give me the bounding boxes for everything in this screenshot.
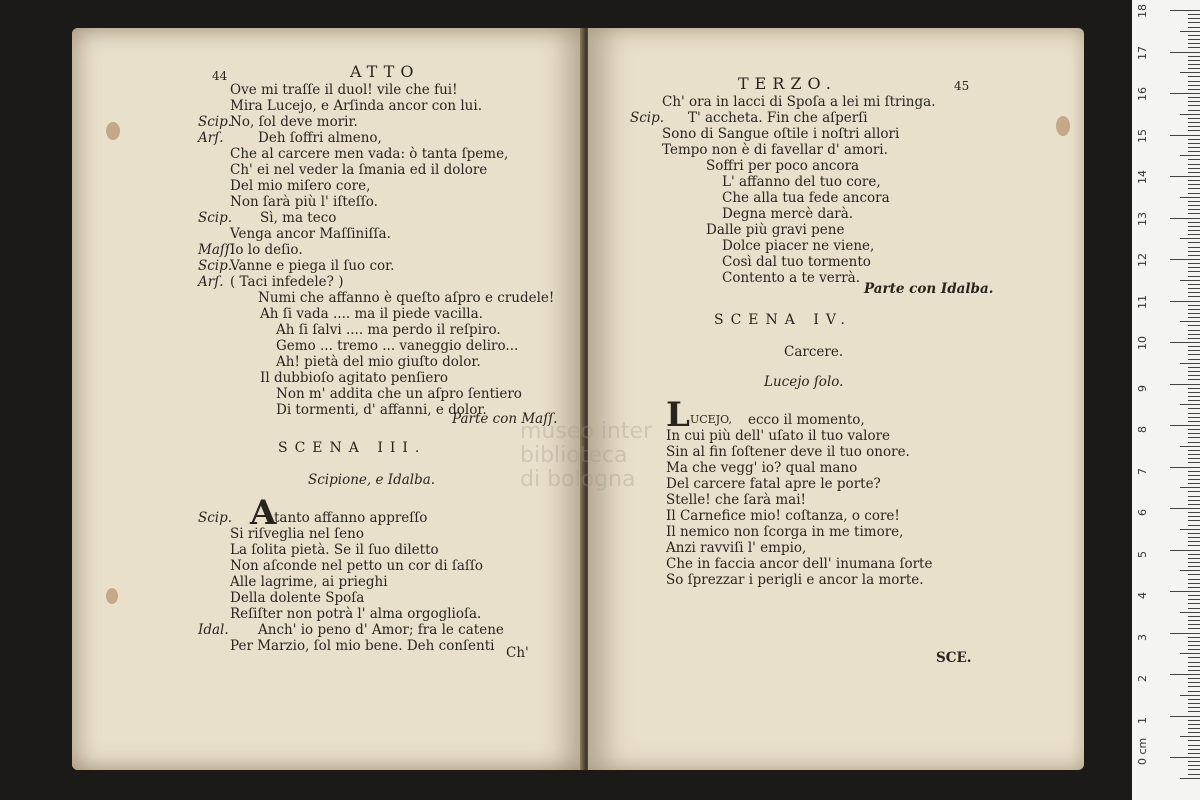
ruler-tick [1188,334,1200,335]
verse-line: Alle lagrime, ai prieghi [230,574,388,590]
ruler-tick [1188,707,1200,708]
speaker-label: Scip. [198,258,233,274]
verse-line: Sin al fin ſoſtener deve il tuo onore. [666,444,910,460]
ruler-tick [1188,595,1200,596]
ruler-tick [1188,774,1200,775]
ruler-tick [1188,500,1200,501]
verse-line: Così dal tuo tormento [722,254,871,270]
ruler-number: 18 [1136,4,1149,18]
ruler-number: 16 [1136,87,1149,101]
ruler-tick [1188,450,1200,451]
ruler-tick [1188,769,1200,770]
ruler-tick [1188,711,1200,712]
verse-line: Soffri per poco ancora [706,158,860,174]
verse-line: Il dubbioſo agitato penſiero [260,370,448,386]
verse-line: Contento a te verrà. [722,270,861,286]
ruler-tick [1188,101,1200,102]
verse-line: Ah ſi ſalvi .... ma perdo il reſpiro. [276,322,501,338]
ruler-tick [1170,467,1200,468]
ruler-tick [1188,657,1200,658]
catchword: SCE. [936,650,972,666]
ruler-tick [1188,201,1200,202]
ruler-tick [1188,421,1200,422]
ruler-tick [1188,346,1200,347]
verse-line: Che al carcere men vada: ò tanta ſpeme, [230,146,509,162]
ruler-tick [1188,284,1200,285]
open-book [72,20,1084,780]
ruler-tick [1188,379,1200,380]
ruler-tick [1188,172,1200,173]
ruler-tick [1188,483,1200,484]
stain [1056,116,1070,136]
ruler-tick [1170,52,1200,53]
ruler-tick [1180,446,1200,447]
ruler-number: 2 [1136,675,1149,682]
ruler-number: 15 [1136,128,1149,143]
verse-line: Non m' addita che un aſpro ſentiero [276,386,522,402]
ruler-tick [1188,330,1200,331]
ruler-tick [1170,425,1200,426]
ruler-tick [1188,645,1200,646]
exit-note: Parte con Idalba. [864,281,994,297]
ruler-tick [1188,678,1200,679]
ruler-tick [1180,363,1200,364]
verse-line: Reſiſter non potrà l' alma orgoglioſa. [230,606,482,622]
verse-line: Ah! pietà del mio giuſto dolor. [276,354,481,370]
ruler-tick [1170,301,1200,302]
ruler-tick [1188,60,1200,61]
ruler-tick [1188,558,1200,559]
ruler-tick [1188,749,1200,750]
ruler-tick [1188,350,1200,351]
ruler-tick [1180,280,1200,281]
ruler-tick [1170,259,1200,260]
ruler-tick [1180,612,1200,613]
ruler-tick [1188,525,1200,526]
ruler-tick [1180,487,1200,488]
ruler-number: 1 [1136,716,1149,724]
small-caps-word: UCEJO, [690,413,732,426]
ruler-tick [1170,93,1200,94]
ruler-tick [1188,537,1200,538]
ruler-number: 5 [1136,550,1149,558]
ruler-tick [1188,193,1200,194]
running-head: TERZO. [738,74,837,93]
verse-line: La ſolita pietà. Se il ſuo diletto [230,542,439,558]
scene-characters: Scipione, e Idalba. [308,472,436,488]
ruler-tick [1188,213,1200,214]
ruler-tick [1188,226,1200,227]
verse-line: Il nemico non ſcorga in me timore, [666,524,904,540]
ruler-number: 4 [1136,592,1149,599]
ruler-tick [1180,404,1200,405]
verse-line: Non aſconde nel petto un cor di ſaſſo [230,558,483,574]
ruler-tick [1188,309,1200,310]
ruler-number: 14 [1136,170,1149,184]
verse-line: Anzi ravviſi l' empio, [666,540,807,556]
ruler-tick [1170,384,1200,385]
ruler-tick [1188,118,1200,119]
drop-capital: A [250,493,277,533]
verse-line: So ſprezzar i perigli e ancor la morte. [666,572,924,588]
ruler-tick [1188,151,1200,152]
ruler-tick [1188,504,1200,505]
catchword: Ch' [506,645,529,661]
ruler-tick [1170,716,1200,717]
ruler-number: 0 cm [1136,737,1149,765]
verse-line: Ove mi traſſe il duol! vile che fui! [230,82,458,98]
watermark-line: museo inter [520,419,653,444]
ruler-tick [1180,72,1200,73]
ruler-tick [1188,728,1200,729]
ruler-tick [1188,396,1200,397]
verse-line: Gemo ... tremo ... vaneggio deliro... [276,338,519,354]
ruler-tick [1188,313,1200,314]
ruler-tick [1188,184,1200,185]
ruler-tick [1170,633,1200,634]
ruler-tick [1188,39,1200,40]
ruler-number: 10 [1136,336,1149,350]
verse-line: Numi che affanno è queſto aſpro e crudele! [258,290,555,306]
ruler-tick [1188,732,1200,733]
scene-characters: Lucejo ſolo. [764,374,844,390]
ruler-tick [1170,591,1200,592]
stain [106,588,118,604]
verse-line: Dolce piacer ne viene, [722,238,875,254]
ruler-tick [1188,64,1200,65]
ruler-tick [1188,89,1200,90]
measurement-ruler [1132,0,1200,800]
ruler-tick [1188,740,1200,741]
ruler-tick [1180,695,1200,696]
ruler-tick [1188,359,1200,360]
ruler-tick [1188,491,1200,492]
ruler-tick [1188,180,1200,181]
ruler-tick [1188,43,1200,44]
ruler-tick [1188,533,1200,534]
verse-line: Non ſarà più l' iſteſſo. [230,194,378,210]
verse-line: Sono di Sangue oſtile i noſtri allori [662,126,900,142]
ruler-number: 6 [1136,509,1149,516]
watermark-line: di bologna [520,467,636,492]
ruler-tick [1188,566,1200,567]
ruler-tick [1188,367,1200,368]
ruler-tick [1188,271,1200,272]
speaker-label: Arſ. [198,130,224,146]
ruler-tick [1188,703,1200,704]
ruler-tick [1188,288,1200,289]
ruler-tick [1188,649,1200,650]
ruler-tick [1188,375,1200,376]
ruler-tick [1188,168,1200,169]
ruler-tick [1188,267,1200,268]
ruler-tick [1188,105,1200,106]
ruler-tick [1188,222,1200,223]
exit-note: Parte con Maſſ. [452,411,558,427]
scene-setting: Carcere. [784,344,844,360]
ruler-tick [1188,159,1200,160]
ruler-tick [1180,321,1200,322]
ruler-tick [1188,641,1200,642]
ruler-tick [1180,238,1200,239]
ruler-tick [1188,620,1200,621]
ruler-tick [1188,554,1200,555]
ruler-tick [1188,682,1200,683]
ruler-number: 9 [1136,384,1149,392]
ruler-tick [1188,541,1200,542]
verse-line: In cui più dell' uſato il tuo valore [666,428,891,444]
ruler-tick [1180,778,1200,779]
ruler-tick [1188,354,1200,355]
ruler-tick [1188,583,1200,584]
ruler-number: 13 [1136,211,1149,226]
verse-line: Ch' ei nel veder la ſmania ed il dolore [230,162,488,178]
verse-line: No, ſol deve morir. [230,114,358,130]
ruler-tick [1188,400,1200,401]
ruler-tick [1170,550,1200,551]
ruler-tick [1170,674,1200,675]
verse-line: Per Marzio, ſol mio bene. Deh conſenti [230,638,495,654]
ruler-tick [1188,574,1200,575]
ruler-tick [1188,27,1200,28]
verse-line: Del carcere fatal apre le porte? [666,476,881,492]
right-page [588,28,1084,770]
verse-line: Vanne e piega il ſuo cor. [230,258,395,274]
ruler-tick [1188,255,1200,256]
ruler-tick [1188,458,1200,459]
verse-line: Dalle più gravi pene [706,222,845,238]
ruler-tick [1188,164,1200,165]
ruler-tick [1170,757,1200,758]
ruler-tick [1188,76,1200,77]
ruler-tick [1188,603,1200,604]
ruler-tick [1188,47,1200,48]
verse-line: Io lo deſio. [230,242,303,258]
ruler-number: 17 [1136,45,1149,60]
ruler-tick [1188,587,1200,588]
ruler-tick [1188,516,1200,517]
ruler-tick [1180,155,1200,156]
ruler-tick [1188,325,1200,326]
verse-line: Venga ancor Maſſiniſſa. [230,226,391,242]
ruler-tick [1188,666,1200,667]
speaker-label: Arſ. [198,274,224,290]
verse-line: Di tormenti, d' affanni, e dolor. [276,402,487,418]
watermark [520,420,720,492]
ruler-tick [1188,388,1200,389]
ruler-tick [1188,686,1200,687]
verse-line: Mira Lucejo, e Arſinda ancor con lui. [230,98,482,114]
verse-line: Ah ſi vada .... ma il piede vacilla. [260,306,483,322]
ruler-tick [1170,508,1200,509]
verse-line: Sì, ma teco [260,210,337,226]
ruler-tick [1170,135,1200,136]
verse-line: Si riſveglia nel ſeno [230,526,364,542]
ruler-tick [1188,296,1200,297]
ruler-tick [1188,130,1200,131]
ruler-tick [1188,670,1200,671]
ruler-tick [1188,305,1200,306]
ruler-tick [1188,317,1200,318]
verse-line: Stelle! che ſarà mai! [666,492,806,508]
ruler-tick [1188,579,1200,580]
ruler-tick [1188,292,1200,293]
ruler-tick [1188,85,1200,86]
ruler-tick [1188,408,1200,409]
ruler-tick [1188,724,1200,725]
verse-line: Del mio miſero core, [230,178,371,194]
ruler-tick [1170,176,1200,177]
ruler-tick [1170,10,1200,11]
ruler-tick [1188,35,1200,36]
verse-line: Degna mercè darà. [722,206,854,222]
ruler-tick [1188,720,1200,721]
left-page [72,28,584,770]
speaker-label: Scip. [198,114,233,130]
ruler-tick [1188,691,1200,692]
ruler-tick [1188,745,1200,746]
ruler-tick [1188,761,1200,762]
ruler-tick [1188,628,1200,629]
ruler-tick [1188,147,1200,148]
verse-line: L' affanno del tuo core, [722,174,881,190]
ruler-tick [1188,18,1200,19]
ruler-tick [1188,371,1200,372]
ruler-tick [1170,342,1200,343]
ruler-tick [1188,433,1200,434]
ruler-tick [1188,616,1200,617]
ruler-tick [1188,251,1200,252]
verse-line: Della dolente Spoſa [230,590,365,606]
ruler-tick [1188,392,1200,393]
verse-line: Deh ſoffri almeno, [258,130,382,146]
ruler-tick [1188,624,1200,625]
ruler-tick [1188,765,1200,766]
ruler-tick [1188,699,1200,700]
ruler-tick [1188,22,1200,23]
ruler-number: 3 [1136,633,1149,641]
running-head: ATTO [350,62,420,81]
verse-line: Che alla tua fede ancora [722,190,890,206]
ruler-tick [1188,429,1200,430]
ruler-tick [1188,139,1200,140]
speaker-label: Maſſ. [198,242,235,258]
ruler-tick [1188,81,1200,82]
ruler-number: 7 [1136,467,1149,475]
ruler-tick [1180,31,1200,32]
ruler-tick [1188,263,1200,264]
ruler-tick [1188,599,1200,600]
ruler-tick [1188,209,1200,210]
ruler-tick [1170,218,1200,219]
page-number: 45 [954,79,970,93]
ruler-tick [1188,413,1200,414]
ruler-number: 11 [1136,294,1149,309]
ruler-tick [1188,276,1200,277]
scene-title: SCENA III. [278,440,427,456]
speaker-label: Idal. [198,622,229,638]
ruler-tick [1188,110,1200,111]
ruler-tick [1188,234,1200,235]
ruler-tick [1188,126,1200,127]
ruler-tick [1188,512,1200,513]
scene-title: SCENA IV. [714,312,852,328]
ruler-tick [1188,496,1200,497]
verse-line: Ch' ora in lacci di Spoſa a lei mi ſtringa. [662,94,936,110]
ruler-tick [1188,205,1200,206]
verse-line: ecco il momento, [748,412,865,428]
ruler-tick [1188,479,1200,480]
ruler-tick [1188,437,1200,438]
verse-line: Tempo non è di favellar d' amori. [662,142,888,158]
verse-line: ( Taci infedele? ) [230,274,344,290]
ruler-tick [1188,143,1200,144]
ruler-tick [1188,68,1200,69]
ruler-tick [1188,417,1200,418]
speaker-label: Scip. [198,210,233,226]
verse-line: Che in faccia ancor dell' inumana ſorte [666,556,933,572]
speaker-label: Scip. [198,510,233,526]
ruler-tick [1188,56,1200,57]
ruler-tick [1188,454,1200,455]
ruler-tick [1188,462,1200,463]
ruler-tick [1188,753,1200,754]
drop-capital: L [666,395,690,435]
ruler-tick [1180,570,1200,571]
ruler-tick [1188,608,1200,609]
verse-line: Ma che vegg' io? qual mano [666,460,858,476]
ruler-number: 12 [1136,253,1149,267]
ruler-tick [1180,653,1200,654]
ruler-tick [1188,247,1200,248]
ruler-tick [1188,188,1200,189]
ruler-tick [1188,545,1200,546]
ruler-tick [1188,338,1200,339]
ruler-tick [1188,97,1200,98]
verse-line: Anch' io peno d' Amor; fra le catene [258,622,504,638]
ruler-tick [1188,562,1200,563]
ruler-tick [1180,197,1200,198]
verse-line: T' accheta. Fin che aſperſi [688,110,868,126]
ruler-tick [1180,736,1200,737]
verse-line: Il Carnefice mio! coſtanza, o core! [666,508,900,524]
verse-line: tanto affanno appreſſo [274,510,428,526]
page-number: 44 [212,69,228,83]
ruler-tick [1188,520,1200,521]
watermark-line: biblioteca [520,443,628,468]
stain [106,122,120,140]
speaker-label: Scip. [630,110,665,126]
ruler-tick [1188,442,1200,443]
ruler-tick [1188,122,1200,123]
ruler-tick [1188,662,1200,663]
ruler-number: 8 [1136,426,1149,433]
ruler-tick [1188,14,1200,15]
ruler-tick [1188,475,1200,476]
ruler-tick [1188,230,1200,231]
ruler-tick [1188,637,1200,638]
ruler-tick [1180,529,1200,530]
ruler-tick [1180,114,1200,115]
ruler-tick [1188,471,1200,472]
ruler-tick [1188,242,1200,243]
